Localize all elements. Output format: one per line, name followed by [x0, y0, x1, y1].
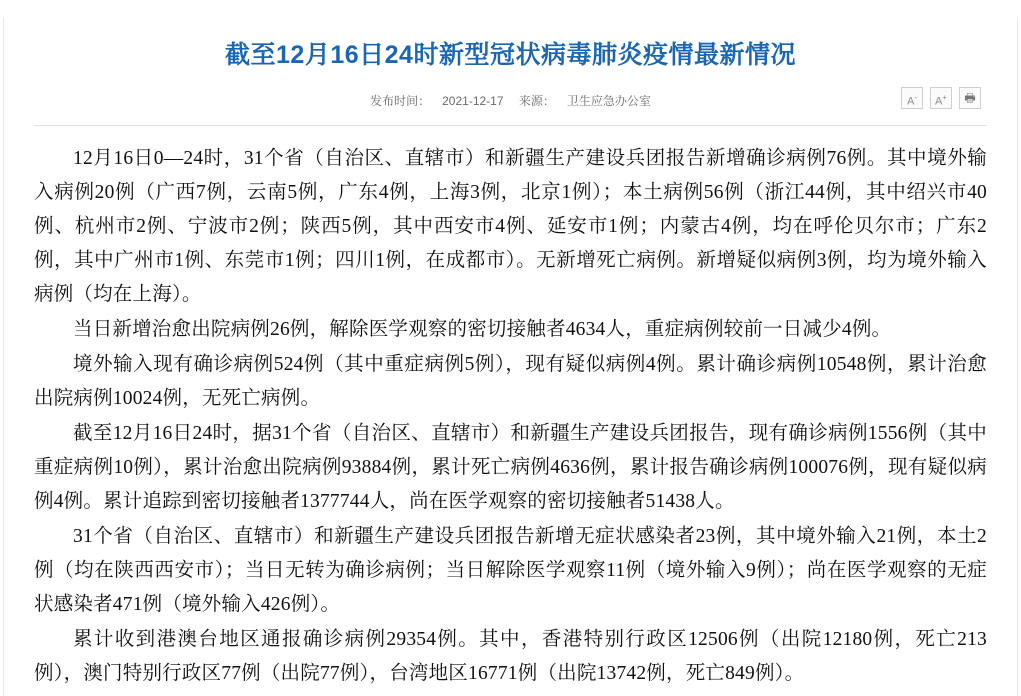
meta-text — [34, 89, 987, 111]
paragraph: 31个省（自治区、直辖市）和新疆生产建设兵团报告新增无症状感染者23例，其中境外输入21例，本土2例（均在陕西西安市）；当日无转为确诊病例；当日解除医学观察11例（境外输入9例）；尚在医学观察的无症状感染者471例（境外输入426例）。 — [34, 526, 987, 616]
font-decrease-sup: - — [914, 93, 917, 103]
publish-time-label: 发布时间： — [370, 94, 431, 109]
header-divider — [34, 125, 987, 126]
source-label: 来源： — [518, 94, 555, 109]
article-toolbar — [901, 87, 981, 109]
paragraph: 境外输入现有确诊病例524例（其中重症病例5例），现有疑似病例4例。累计确诊病例10548例，累计治愈出院病例10024例，无死亡病例。 — [34, 354, 987, 410]
source-value: 卫生应急办公室 — [566, 94, 651, 109]
font-decrease-button[interactable] — [901, 87, 923, 109]
font-increase-button[interactable] — [930, 87, 952, 109]
article-page — [0, 17, 1021, 696]
paragraph: 12月16日0—24时，31个省（自治区、直辖市）和新疆生产建设兵团报告新增确诊病例76例。其中境外输入病例20例（广西7例，云南5例，广东4例，上海3例，北京1例）；本土病例56例（浙江44例，其中绍兴市40例、杭州市2例、宁波市2例；陕西5例，其中西安市4例、延安市1例；内蒙古4例，均在呼伦贝尔市；广东2例，其中广州市1例、东莞市1例；四川1例，在成都市）。无新增死亡病例。新增疑似病例3例，均为境外输入病例（均在上海）。 — [34, 148, 987, 306]
print-icon[interactable] — [959, 87, 981, 109]
paragraph: 累计收到港澳台地区通报确诊病例29354例。其中，香港特别行政区12506例（出院12180例，死亡213例），澳门特别行政区77例（出院77例），台湾地区16771例（出院13742例，死亡849例）。 — [34, 629, 987, 685]
article-body — [34, 142, 987, 691]
font-increase-sup: + — [942, 93, 947, 103]
font-increase-label: A — [934, 95, 943, 108]
paragraph: 截至12月16日24时，据31个省（自治区、直辖市）和新疆生产建设兵团报告，现有确诊病例1556例（其中重症病例10例），累计治愈出院病例93884例，累计死亡病例4636例，累计报告确诊病例100076例，现有疑似病例4例。累计追踪到密切接触者1377744人，尚在医学观察的密切接触者51438人。 — [34, 423, 987, 513]
print-glyph: 🖶 — [964, 91, 976, 106]
publish-time-value: 2021-12-17 — [442, 94, 504, 109]
article-container — [0, 17, 1021, 692]
page-title: 截至12月16日24时新型冠状病毒肺炎疫情最新情况 — [225, 40, 796, 69]
paragraph: 当日新增治愈出院病例26例，解除医学观察的密切接触者4634人，重症病例较前一日减少4例。 — [73, 319, 892, 341]
article-meta — [34, 89, 987, 119]
font-decrease-label: A — [906, 95, 915, 108]
